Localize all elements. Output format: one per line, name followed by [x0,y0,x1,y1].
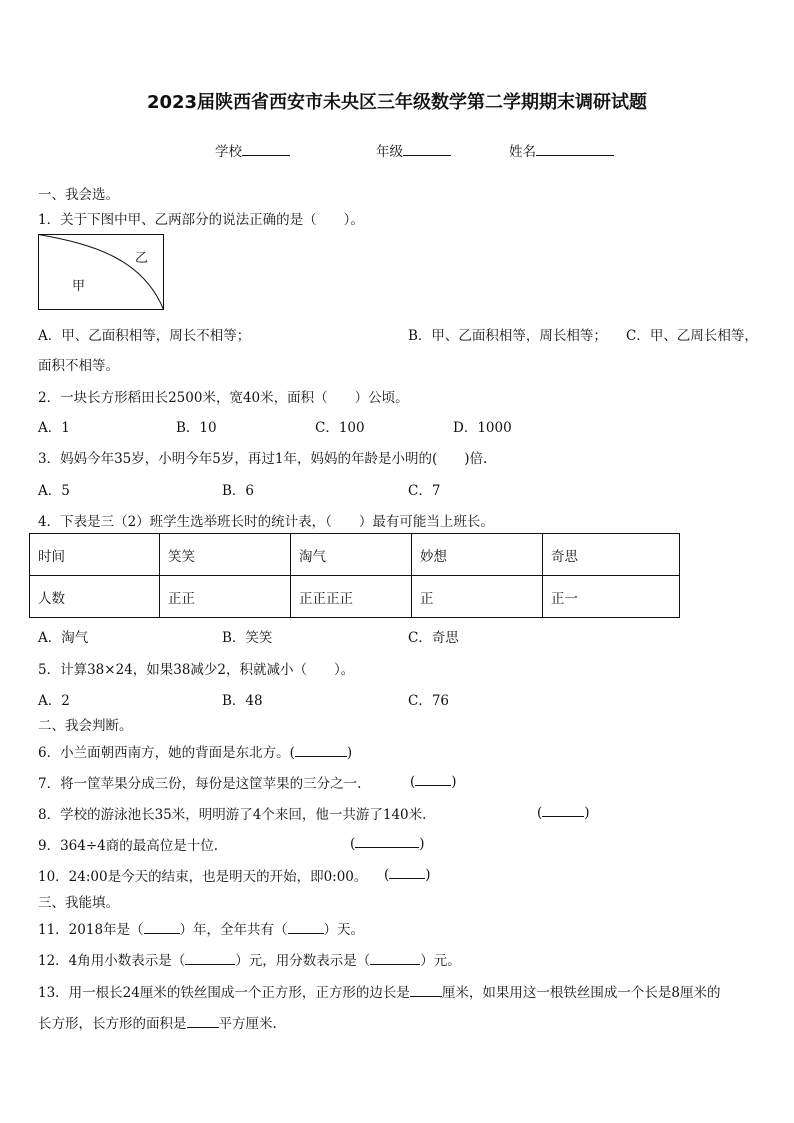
answer-blank[interactable] [144,920,180,934]
question-2-stem: 2．一块长方形稻田长2500米，宽40米，面积（ ）公顷。 [38,390,409,406]
answer-blank[interactable] [370,951,420,965]
question-1-option-c[interactable]: C．甲、乙周长相等， [626,328,758,344]
answer-blank[interactable] [410,983,442,997]
table-cell: 奇思 [543,534,680,576]
question-8-text: 8．学校的游泳池长35米，明明游了4个来回，他一共游了140米. [38,807,427,823]
name-field[interactable] [509,140,614,160]
table-header-row [30,534,680,576]
vote-stat-table [29,533,680,618]
table-cell: 人数 [30,576,160,618]
question-5-option-a[interactable]: A．2 [38,693,70,709]
school-field[interactable] [215,140,290,160]
question-4-option-c[interactable]: C．奇思 [408,630,459,646]
question-2-option-c[interactable]: C．100 [315,420,365,436]
question-6-text: 6．小兰面朝西南方，她的背面是东北方。( [38,745,295,761]
table-cell: 妙想 [412,534,543,576]
question-5-option-c[interactable]: C．76 [408,693,450,709]
question-3-option-b[interactable]: B．6 [222,483,255,499]
table-cell: 正 [412,576,543,618]
page-title: 2023届陕西省西安市未央区三年级数学第二学期期末调研试题 [146,92,648,113]
answer-blank[interactable] [295,743,347,757]
question-11 [38,918,364,938]
question-1-option-a[interactable]: A．甲、乙面积相等，周长不相等； [38,328,251,344]
table-cell: 正一 [543,576,680,618]
question-6: 6．小兰面朝西南方，她的背面是东北方。( ) [38,745,353,761]
name-label: 姓名 [509,144,536,160]
question-13-part: 厘米，如果用这一根铁丝围成一个长是8厘米的 [441,985,721,1001]
question-4-stem: 4．下表是三（2）班学生选举班长时的统计表，（ ）最有可能当上班长。 [38,514,494,530]
grade-field[interactable] [376,140,451,160]
figure-label-jia: 甲 [72,279,86,294]
question-3-stem: 3．妈妈今年35岁，小明今年5岁，再过1年，妈妈的年龄是小明的( )倍. [38,451,488,467]
question-8-answer[interactable]: ( ) [537,805,590,821]
table-cell: 笑笑 [160,534,291,576]
question-13-part: 长方形，长方形的面积是 [38,1016,187,1032]
question-12 [38,949,461,969]
answer-blank[interactable] [185,951,235,965]
grade-label: 年级 [376,144,403,160]
question-12-part: ）元。 [420,953,461,969]
question-4-option-b[interactable]: B．笑笑 [222,630,273,646]
section-2-heading: 二、我会判断。 [38,718,133,734]
question-7-answer[interactable]: ( ) [410,774,457,790]
question-11-part: ）天。 [323,922,365,938]
question-11-part: ）年，全年共有（ [179,922,288,938]
question-10-answer[interactable]: ( ) [384,867,431,883]
question-13-line-2 [38,1012,277,1032]
question-4-option-a[interactable]: A．淘气 [38,630,89,646]
table-cell: 正正 [160,576,291,618]
question-1-stem: 1．关于下图中甲、乙两部分的说法正确的是（ ）。 [38,212,364,228]
question-1-figure [38,234,164,310]
question-13-line-1 [38,981,720,1001]
question-2-option-b[interactable]: B．10 [176,420,217,436]
question-3-option-a[interactable]: A．5 [38,483,70,499]
answer-blank[interactable] [288,920,324,934]
table-cell: 正正正正 [291,576,412,618]
question-1-option-b[interactable]: B．甲、乙面积相等，周长相等； [408,328,607,344]
question-2-option-d[interactable]: D．1000 [453,420,512,436]
answer-blank[interactable] [187,1014,219,1028]
figure-label-yi: 乙 [135,251,149,266]
table-cell: 淘气 [291,534,412,576]
question-13-part: 13．用一根长24厘米的铁丝围成一个正方形，正方形的边长是 [38,985,410,1001]
question-10-text: 10．24:00是今天的结束，也是明天的开始，即0:00。 [38,869,368,885]
table-cell: 时间 [30,534,160,576]
question-2-option-a[interactable]: A．1 [38,420,70,436]
question-5-option-b[interactable]: B．48 [222,693,263,709]
question-11-part: 11．2018年是（ [38,922,144,938]
section-3-heading: 三、我能填。 [38,895,119,911]
question-12-part: 12．4角用小数表示是（ [38,953,186,969]
question-3-option-c[interactable]: C．7 [408,483,441,499]
section-1-heading: 一、我会选。 [38,187,119,203]
question-9-text: 9．364÷4商的最高位是十位. [38,838,219,854]
question-13-part: 平方厘米. [218,1016,277,1032]
school-label: 学校 [215,144,242,160]
table-row [30,576,680,618]
question-9-answer[interactable]: ( ) [350,836,425,852]
question-7-text: 7．将一筐苹果分成三份，每份是这筐苹果的三分之一. [38,776,362,792]
question-12-part: ）元，用分数表示是（ [235,953,371,969]
question-1-option-c-cont: 面积不相等。 [38,358,119,374]
question-5-stem: 5．计算38×24，如果38减少2，积就减小（ ）。 [38,662,355,678]
